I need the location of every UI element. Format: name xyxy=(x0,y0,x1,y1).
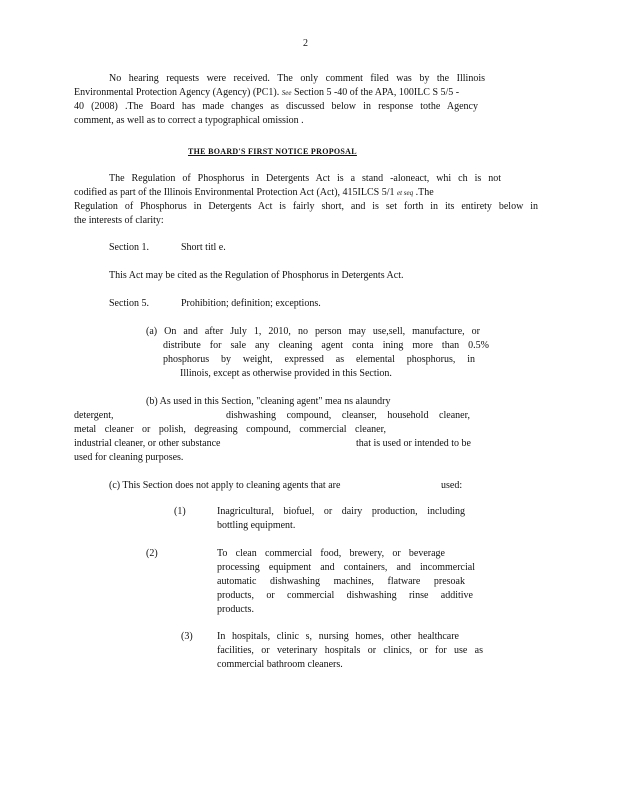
item-b-line3: metal cleaner or polish, degreasing compound, commercial cleaner, xyxy=(74,424,386,435)
item-c-line1: (c) This Section does not apply to cleaning agents that are xyxy=(109,480,341,491)
para2-line2-end: .The xyxy=(415,187,434,198)
section-heading: THE BOARD'S FIRST NOTICE PROPOSAL xyxy=(188,147,357,156)
para1-line2-citation: Section 5 -40 of the APA, 100ILC S 5/5 - xyxy=(293,87,460,98)
section1-label: Section 1. xyxy=(109,242,149,253)
item-a-line1: (a) On and after July 1, 2010, no person may use,sell, manufacture, or xyxy=(146,326,480,337)
para1-see: See xyxy=(281,89,292,97)
para2-line1: The Regulation of Phosphorus in Detergents Act is a stand -aloneact, whi ch is not xyxy=(109,173,501,184)
para2-line3: Regulation of Phosphorus in Detergents Act is fairly short, and is set forth in its entirety below in xyxy=(74,201,538,212)
item-a-line2: distribute for sale any cleaning agent conta ining more than 0.5% xyxy=(163,340,489,351)
item-b-line2-start: detergent, xyxy=(74,410,114,421)
sub2-number: (2) xyxy=(146,548,158,559)
sub3-number: (3) xyxy=(181,631,193,642)
section5-label: Section 5. xyxy=(109,298,149,309)
item-b-line2-end: dishwashing compound, cleanser, household cleaner, xyxy=(226,410,470,421)
sub1-number: (1) xyxy=(174,506,186,517)
act-citation-line: This Act may be cited as the Regulation of Phosphorus in Detergents Act. xyxy=(109,270,404,281)
sub2-line3: automatic dishwashing machines, flatware presoak xyxy=(217,576,465,587)
para2-line4: the interests of clarity: xyxy=(74,215,164,226)
para2-line2 xyxy=(74,186,548,200)
item-b-line4-end: that is used or intended to be xyxy=(356,438,471,449)
para1-line2 xyxy=(74,86,548,100)
para2-et-seq: et seq xyxy=(397,189,414,197)
item-a-line3: phosphorus by weight, expressed as elemental phosphorus, in xyxy=(163,354,475,365)
para1-line1: No hearing requests were received. The only comment filed was by the Illinois xyxy=(109,73,485,84)
page-number: 2 xyxy=(303,38,308,49)
section1-title: Short titl e. xyxy=(181,242,226,253)
sub2-line4: products, or commercial dishwashing rinse additive xyxy=(217,590,473,601)
para1-line4: comment, as well as to correct a typographical omission . xyxy=(74,115,304,126)
sub1-line1: Inagricultural, biofuel, or dairy production, including xyxy=(217,506,465,517)
item-c-line1-end: used: xyxy=(441,480,463,491)
sub2-line5: products. xyxy=(217,604,254,615)
sub3-line1: In hospitals, clinic s, nursing homes, other healthcare xyxy=(217,631,459,642)
sub2-line2: processing equipment and containers, and incommercial xyxy=(217,562,475,573)
para2-line2-text: codified as part of the Illinois Environmental Protection Act (Act), 415ILCS 5/1 xyxy=(74,187,395,198)
item-b-line4-start: industrial cleaner, or other substance xyxy=(74,438,221,449)
sub3-line2: facilities, or veterinary hospitals or clinics, or for use as xyxy=(217,645,483,656)
item-b-line5: used for cleaning purposes. xyxy=(74,452,184,463)
para1-line3: 40 (2008) .The Board has made changes as discussed below in response tothe Agency xyxy=(74,101,478,112)
section5-title: Prohibition; definition; exceptions. xyxy=(181,298,321,309)
item-b-line1: (b) As used in this Section, "cleaning agent" mea ns alaundry xyxy=(146,396,391,407)
para1-line2-text: Environmental Protection Agency (Agency) (PC1). xyxy=(74,87,280,98)
sub2-line1: To clean commercial food, brewery, or beverage xyxy=(217,548,445,559)
item-a-line4: Illinois, except as otherwise provided in this Section. xyxy=(180,368,392,379)
sub1-line2: bottling equipment. xyxy=(217,520,296,531)
sub3-line3: commercial bathroom cleaners. xyxy=(217,659,343,670)
